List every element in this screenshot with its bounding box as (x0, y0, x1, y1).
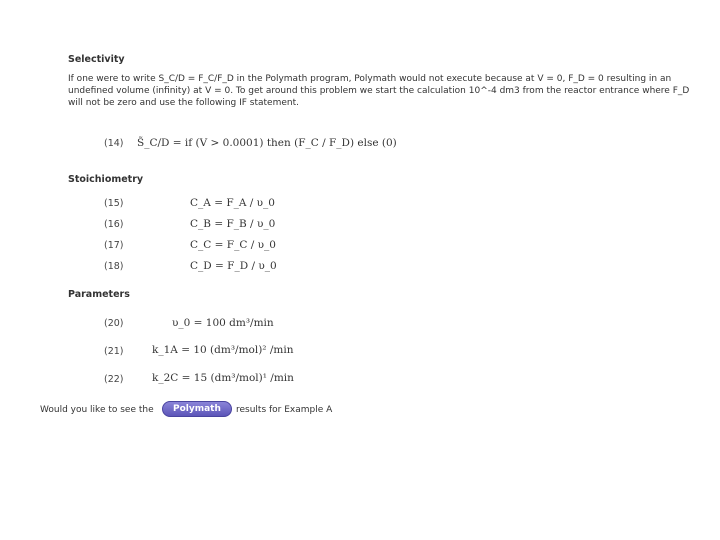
paragraph-line-2: undefined volume (infinity) at V = 0. To get around this problem we start the calculation 10^-4 dm3 from the reactor entrance where F_D (68, 86, 690, 96)
equation-number-17: (17) (104, 240, 124, 251)
equation-concentration-d: C_D = F_D / υ_0 (190, 260, 277, 272)
paragraph-line-1: If one were to write S_C/D = F_C/F_D in the Polymath program, Polymath would not execute because at V = 0, F_D = 0 resulting in an (68, 74, 672, 84)
equation-number-15: (15) (104, 198, 124, 209)
section-heading-selectivity: Selectivity (68, 54, 125, 65)
paragraph-line-3: will not be zero and use the following IF statement. (68, 98, 299, 108)
equation-number-22: (22) (104, 374, 124, 385)
footer-suffix-text: results for Example A (236, 405, 333, 415)
equation-number-14: (14) (104, 138, 124, 149)
equation-number-20: (20) (104, 318, 124, 329)
equation-concentration-a: C_A = F_A / υ_0 (190, 197, 275, 209)
section-heading-parameters: Parameters (68, 289, 130, 300)
footer-prefix-text: Would you like to see the (40, 405, 154, 415)
equation-concentration-b: C_B = F_B / υ_0 (190, 218, 276, 230)
equation-number-18: (18) (104, 261, 124, 272)
section-heading-stoichiometry: Stoichiometry (68, 174, 144, 185)
polymath-button-wrapper (162, 401, 232, 417)
equation-flow-rate: υ_0 = 100 dm³/min (172, 317, 274, 329)
equation-concentration-c: C_C = F_C / υ_0 (190, 239, 276, 251)
equation-rate-constant-1a: k_1A = 10 (dm³/mol)² /min (152, 344, 294, 356)
polymath-button[interactable]: Polymath (162, 401, 232, 417)
equation-number-21: (21) (104, 346, 124, 357)
equation-selectivity: S̃_C/D = if (V > 0.0001) then (F_C / F_D) else (0) (137, 137, 397, 149)
equation-number-16: (16) (104, 219, 124, 230)
equation-rate-constant-2c: k_2C = 15 (dm³/mol)¹ /min (152, 372, 294, 384)
